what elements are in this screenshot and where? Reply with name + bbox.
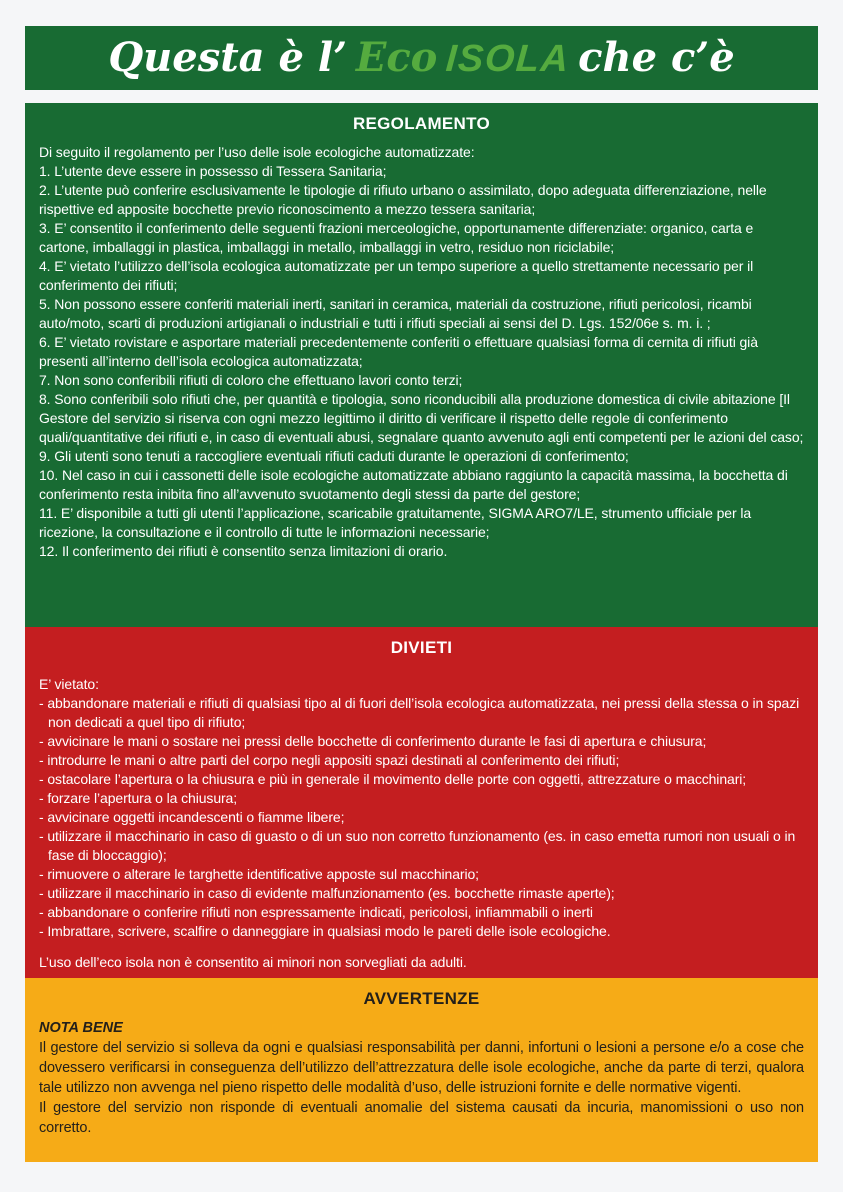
title-isola: ISOLA (444, 38, 571, 80)
regolamento-rule: 1. L’utente deve essere in possesso di Tessera Sanitaria; (39, 163, 387, 179)
title-part-3: che c’è (578, 34, 735, 81)
title-eco: Eco (355, 34, 438, 81)
section-divieti (25, 627, 818, 978)
divieti-intro: E’ vietato: (39, 676, 99, 692)
regolamento-heading: REGOLAMENTO (352, 114, 491, 133)
regolamento-rules-list (39, 162, 804, 561)
divieti-item: - utilizzare il macchinario in caso di evidente malfunzionamento (es. bocchette rimaste aperte); (39, 885, 615, 901)
regolamento-rule: 9. Gli utenti sono tenuti a raccogliere eventuali rifiuti caduti durante le operazioni di conferimento; (39, 448, 629, 464)
avvertenze-paragraphs (39, 1038, 804, 1138)
regolamento-rule: 2. L’utente può conferire esclusivamente le tipologie di rifiuto urbano o assimilato, dopo adeguata differenziazione, nelle rispettive ed apposite bocchette previo riconoscimento a mezzo tessera sanitaria; (39, 182, 767, 217)
divieti-item: - ostacolare l’apertura o la chiusura e più in generale il movimento delle porte con oggetti, attrezzature o macchinari; (39, 771, 747, 787)
divieti-item: - avvicinare oggetti incandescenti o fiamme libere; (39, 809, 345, 825)
divieti-item: - introdurre le mani o altre parti del corpo negli appositi spazi destinati al conferimento dei rifiuti; (39, 752, 620, 768)
divieti-item: - rimuovere o alterare le targhette identificative apposte sul macchinario; (39, 866, 479, 882)
regolamento-rule: 8. Sono conferibili solo rifiuti che, per quantità e tipologia, sono riconducibili alla produzione domestica di civile abitazione [Il Gestore del servizio si riserva con ogni mezzo legittimo il diritto di verificare il rispetto delle regole di conferimento quali/quantitative dei rifiuti e, in caso di eventuali abusi, segnalare quanto avvenuto agli enti competenti per le azioni del caso; (39, 391, 804, 445)
divieti-item: - abbandonare o conferire rifiuti non espressamente indicati, pericolosi, infiammabili o inerti (39, 904, 593, 920)
sections-stack (25, 103, 818, 1162)
divieti-item: - forzare l’apertura o la chiusura; (39, 790, 238, 806)
divieti-item: - utilizzare il macchinario in caso di guasto o di un suo non corretto funzionamento (es. in caso emetta rumori non usuali o in fase di bloccaggio); (39, 828, 796, 863)
regolamento-rule: 4. E’ vietato l’utilizzo dell’isola ecologica automatizzate per un tempo superiore a quello strettamente necessario per il conferimento dei rifiuti; (39, 258, 754, 293)
title-part-1: Questa è l’ (108, 34, 348, 81)
avvertenze-paragraph: Il gestore del servizio si solleva da ogni e qualsiasi responsabilità per danni, infortuni o lesioni a persone e/o a cose che dovessero verificarsi in conseguenza dell’utilizzo dell’attrezzatura delle isole ecologiche, anche da parte di terzi, qualora tale utilizzo non avvenga nel pieno rispetto delle modalità d’uso, delle istruzioni fornite e delle normative vigenti. (39, 1040, 804, 1096)
avvertenze-heading: AVVERTENZE (363, 989, 480, 1008)
avvertenze-paragraph: Il gestore del servizio non risponde di eventuali anomalie del sistema causati da incuria, manomissioni o uso non corretto. (39, 1100, 804, 1136)
divieti-item: - avvicinare le mani o sostare nei pressi delle bocchette di conferimento durante le fasi di apertura e chiusura; (39, 733, 707, 749)
regolamento-rule: 10. Nel caso in cui i cassonetti delle isole ecologiche automatizzate abbiano raggiunto la capacità massima, la bocchetta di conferimento resta inibita fino all’avvenuto svuotamento degli stessi da parte del gestore; (39, 467, 788, 502)
title-banner (25, 26, 818, 90)
regolamento-intro: Di seguito il regolamento per l’uso delle isole ecologiche automatizzate: (39, 144, 475, 160)
nota-bene-label: NOTA BENE (39, 1020, 123, 1036)
section-avvertenze (25, 978, 818, 1162)
regolamento-rule: 3. E’ consentito il conferimento delle seguenti frazioni merceologiche, opportunamente differenziate: organico, carta e cartone, imballaggi in plastica, imballaggi in metallo, imballaggi in vetro, residuo non riciclabile; (39, 220, 754, 255)
poster-title (108, 34, 735, 81)
regolamento-rule: 11. E’ disponibile a tutti gli utenti l’applicazione, scaricabile gratuitamente, SIGMA ARO7/LE, strumento ufficiale per la ricezione, la consultazione e il controllo di tutte le informazioni necessarie; (39, 505, 752, 540)
regolamento-rule: 7. Non sono conferibili rifiuti di coloro che effettuano lavori conto terzi; (39, 372, 463, 388)
divieti-item: - abbandonare materiali e rifiuti di qualsiasi tipo al di fuori dell’isola ecologica automatizzata, nei pressi della stessa o in spazi non dedicati a quel tipo di rifiuto; (39, 695, 800, 730)
divieti-items-list (39, 694, 804, 941)
divieti-footer-note: L’uso dell’eco isola non è consentito ai minori non sorvegliati da adulti. (39, 954, 467, 970)
regolamento-rule: 5. Non possono essere conferiti materiali inerti, sanitari in ceramica, materiali da costruzione, rifiuti pericolosi, ricambi auto/moto, scarti di produzioni artigianali o industriali e tutti i rifiuti speciali ai sensi del D. Lgs. 152/06e s. m. i. ; (39, 296, 752, 331)
divieti-heading: DIVIETI (390, 638, 453, 657)
regolamento-rule: 6. E’ vietato rovistare e asportare materiali precedentemente conferiti o effettuare qualsiasi forma di cernita di rifiuti già presenti all’interno dell’isola ecologica automatizzata; (39, 334, 758, 369)
divieti-item: - Imbrattare, scrivere, scalfire o danneggiare in qualsiasi modo le pareti delle isole ecologiche. (39, 923, 611, 939)
section-regolamento (25, 103, 818, 627)
regolamento-rule: 12. Il conferimento dei rifiuti è consentito senza limitazioni di orario. (39, 543, 448, 559)
